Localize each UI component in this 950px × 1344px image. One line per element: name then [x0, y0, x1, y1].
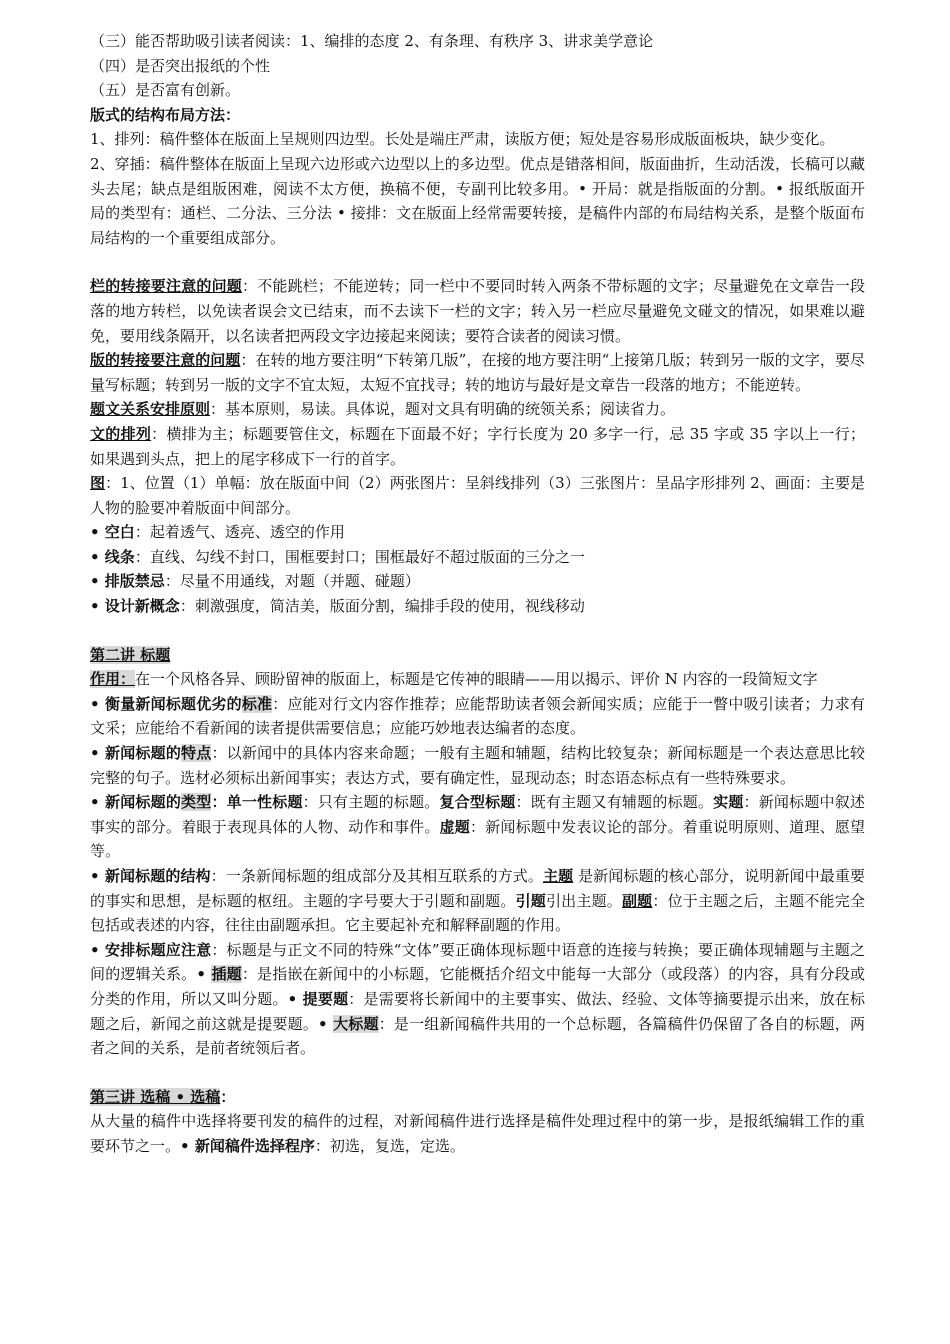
role-text: 在一个风格各异、顾盼留神的版面上，标题是它传神的眼睛——用以揭示、评价 N 内容的一段简短文字: [135, 670, 818, 689]
selection-process-text: ：初选，复选，定选。: [314, 1136, 465, 1155]
layout-arrange-paragraph: 1、排列：稿件整体在版面上呈规则四边型。长处是端庄严肃，读版方便；短处是容易形成版面板块，缺少变化。: [90, 130, 835, 149]
structure-text-3: 引出主题。: [545, 891, 622, 910]
document-page: [90, 29, 865, 1159]
lecture2-heading-line: [90, 643, 865, 668]
big-title-text: ：是一组新闻稿件共用的一个总标题，各篇稿件仍保留了各自的标题，两者之间的关系，是前者统领后者。: [90, 1014, 865, 1058]
lecture2-heading: 第二讲 标题: [90, 645, 171, 664]
text-arrangement-paragraph: [90, 422, 865, 471]
spacer: [90, 1061, 865, 1085]
lecture3-heading-tail: ：: [220, 1087, 236, 1106]
title-text-relation-paragraph: [90, 397, 865, 422]
whitespace-bullet: [90, 520, 865, 545]
image-text: ：1、位置（1）单幅：放在版面中间（2）两张图片：呈斜线排列（3）三张图片：呈品字形排列 2、画面：主要是人物的脸要冲着版面中间部分。: [90, 474, 865, 517]
arrangement-paragraph: [90, 938, 865, 1061]
types-label: • 新闻标题的: [90, 793, 182, 812]
design-concept-label: • 设计新概念: [90, 597, 180, 616]
image-label: 图: [90, 474, 106, 493]
selection-process-label: • 新闻稿件选择程序: [180, 1136, 315, 1155]
spacer: [90, 250, 865, 274]
standard-label-highlight: 标准: [241, 694, 273, 713]
lecture3-heading-line: [90, 1085, 865, 1110]
features-paragraph: [90, 741, 865, 790]
sub-title-label: 副题: [621, 891, 653, 910]
criteria-item-4: （四）是否突出报纸的个性: [90, 56, 271, 75]
role-label: 作用：: [90, 670, 136, 689]
lines-text: ：直线、勾线不封口，围框要封口；围框最好不超过版面的三分之一: [134, 547, 585, 566]
page-transfer-text: ：在转的地方要注明“下转第几版”，在接的地方要注明“上接第几版；转到另一版的文字，要尽量写标题；转到另一版的文字不宜太短，太短不宜找寻；转的地访与最好是文章告一段落的地方；不能逆转。: [90, 351, 865, 394]
selection-paragraph: [90, 1109, 865, 1158]
real-title-text: ：新闻标题中叙述事实的部分。着眼于表现具体的人物、动作和事件。: [90, 793, 865, 836]
design-concept-bullet: [90, 594, 865, 619]
criteria-item-3: （三）能否帮助吸引读者阅读：1、编排的态度 2、有条理、有秩序 3、讲求美学意论: [90, 32, 654, 50]
compound-title-label: 复合型标题: [439, 793, 516, 812]
arrangement-label: • 安排标题应注意: [90, 940, 212, 959]
types-paragraph: [90, 790, 865, 864]
title-text-relation-label: 题文关系安排原则: [90, 400, 211, 419]
layout-taboo-bullet: [90, 569, 865, 594]
criteria-item-5: （五）是否富有创新。: [90, 81, 241, 100]
lecture3-heading: 第三讲 选稿 • 选稿: [90, 1087, 221, 1106]
page-transfer-label: 版的转接要注意的问题: [90, 351, 241, 370]
inserted-title-text: ：是指嵌在新闻中的小标题，它能概括介绍文中能每一大部分（或段落）的内容，具有分段或分类的作用，所以又叫分题。: [90, 965, 865, 1008]
features-label-highlight: 特点: [181, 744, 212, 763]
single-title-label: ：单一性标题: [211, 793, 303, 812]
layout-taboo-text: ：尽量不用通线，对题（并题、碰题）: [164, 572, 420, 591]
summary-title-text: ：是需要将长新闻中的主要事实、做法、经验、文体等摘要提示出来，放在标题之后，新闻之前这就是提要题。: [90, 989, 865, 1033]
arrangement-text: ：标题是与正文不同的特殊“文体”要正确体现标题中语意的连接与转换；要正确体现辅题与主题之间的逻辑关系。: [90, 940, 866, 984]
structure-label: • 新闻标题的结构: [90, 867, 211, 885]
features-label: • 新闻标题的: [90, 744, 182, 763]
layout-insert-paragraph: 2、穿插：稿件整体在版面上呈现六边形或六边型以上的多边型。优点是错落相间，版面曲折，生动活泼，长稿可以藏头去尾；缺点是组版困难，阅读不太方便，换稿不便，专副刊比较多用。• 开局：就是指版面的分割。• 报纸版面开局的类型有：通栏、二分法、三分法 • 接排：文在版面上经常需要转接，是稿件内部的布局结构关系，是整个版面布局结构的一个重要组成部分。: [90, 154, 865, 247]
standard-text: ：应能对行文内容作推荐；应能帮助读者领会新闻实质；应能于一瞥中吸引读者；力求有文采；应能给不看新闻的读者提供需要信息；应能巧妙地表达编者的态度。: [90, 694, 865, 738]
title-text-relation-text: ：基本原则，易读。具体说，题对文具有明确的统领关系；阅读省力。: [210, 400, 676, 419]
whitespace-text: ：起着透气、透亮、透空的作用: [134, 523, 345, 542]
virtual-title-text: ：新闻标题中发表议论的部分。着重说明原则、道理、愿望等。: [90, 817, 865, 861]
structure-text-4: ：位于主题之后，主题不能完全包括或表述的内容，往往由副题承担。它主要起补充和解释副题的作用。: [90, 891, 865, 935]
inserted-title-label: 插题: [211, 965, 242, 984]
single-title-text: ：只有主题的标题。: [302, 793, 440, 812]
big-title-bullet: •: [318, 1014, 334, 1033]
types-label-highlight: 类型: [181, 793, 212, 812]
column-transfer-label: 栏的转接要注意的问题: [90, 277, 242, 296]
layout-heading: 版式的结构布局方法：: [90, 105, 241, 124]
summary-title-label: • 提要题: [287, 989, 349, 1008]
layout-taboo-label: • 排版禁忌: [90, 572, 165, 591]
structure-text-1: ：一条新闻标题的组成部分及其相互联系的方式。: [210, 867, 543, 885]
lines-label: • 线条: [90, 547, 135, 566]
page-transfer-paragraph: [90, 348, 865, 397]
role-paragraph: [90, 667, 865, 692]
text-arrangement-text: ：横排为主；标题要管住文，标题在下面最不好；字行长度为 20 多字一行，忌 35 字或 35 字以上一行；如果遇到头点，把上的尾字移成下一行的首字。: [90, 424, 865, 468]
selection-text: 从大量的稿件中选择将要刊发的稿件的过程，对新闻稿件进行选择是稿件处理过程中的第一步，是报纸编辑工作的重要环节之一。: [90, 1112, 865, 1155]
design-concept-text: ：刺激强度，简洁美，版面分割，编排手段的使用，视线移动: [179, 597, 585, 616]
structure-paragraph: [90, 864, 865, 938]
main-title-label: 主题: [542, 867, 574, 885]
image-paragraph: [90, 471, 865, 520]
standard-paragraph: [90, 692, 865, 741]
standard-label: • 衡量新闻标题优劣的: [90, 694, 242, 713]
column-transfer-paragraph: [90, 274, 865, 348]
lines-bullet: [90, 545, 865, 570]
whitespace-label: • 空白: [90, 523, 135, 542]
spacer: [90, 619, 865, 643]
lead-title-label: 引题: [515, 891, 546, 910]
compound-title-text: ：既有主题又有辅题的标题。: [515, 793, 714, 812]
features-text: ：以新闻中的具体内容来命题；一般有主题和辅题，结构比较复杂；新闻标题是一个表达意思比较完整的句子。选材必须标出新闻事实；表达方式，要有确定性，显现动态；时态语态标点有一些特殊要求。: [90, 744, 865, 787]
virtual-title-label: 虚题: [439, 817, 470, 836]
column-transfer-text: ：不能跳栏；不能逆转；同一栏中不要同时转入两条不带标题的文字；尽量避免在文章告一段落的地方转栏，以免读者误会文已结束，而不去读下一栏的文字；转入另一栏应尽量避免文碰文的情况，如果难以避免，要用线条隔开，以名读者把两段文字边接起来阅读；要符合读者的阅读习惯。: [90, 277, 865, 345]
structure-text-2: 是新闻标题的核心部分，说明新闻中最重要的事实和思想，是标题的枢纽。主题的字号要大于引题和副题。: [90, 867, 865, 910]
text-arrangement-label: 文的排列: [90, 424, 152, 443]
inserted-title-bullet: •: [196, 965, 212, 984]
big-title-label: 大标题: [333, 1014, 379, 1033]
real-title-label: 实题: [713, 793, 744, 812]
